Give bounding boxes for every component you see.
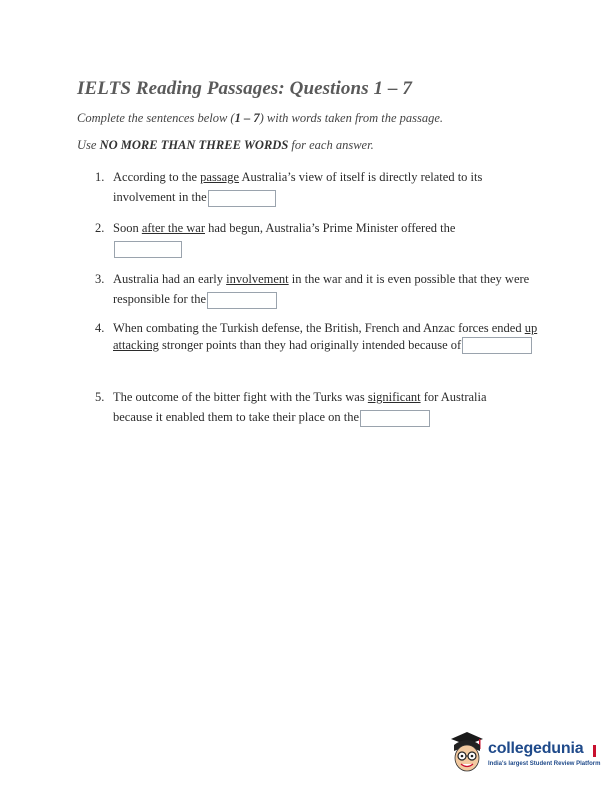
question-text: after the war <box>141 221 205 235</box>
instructions-word-limit: NO MORE THAN THREE WORDS <box>99 138 289 152</box>
question-text: Australia had an early <box>113 272 227 286</box>
answer-box-2[interactable] <box>114 241 182 258</box>
question-4 <box>95 320 538 354</box>
question-number: 5. <box>95 390 105 404</box>
instructions-range: 1 – 7 <box>234 111 260 125</box>
answer-box-4[interactable] <box>462 337 532 354</box>
question-text: The outcome of the bitter fight with the Turks was <box>113 390 368 404</box>
question-text: When combating the Turkish defense, the British, French and Anzac forces ended <box>113 321 525 335</box>
instructions-text: for each answer. <box>288 138 374 152</box>
question-5 <box>95 387 535 427</box>
brand-name: collegedunia <box>488 740 584 757</box>
question-text: Soon <box>113 221 142 235</box>
question-text: involvement <box>226 272 289 286</box>
instructions-text: Complete the sentences below ( <box>77 111 235 125</box>
question-number: 4. <box>95 321 105 335</box>
question-text: According to the <box>113 170 201 184</box>
brand-tagline: India's largest Student Review Platform <box>488 761 601 767</box>
instructions-text: Use <box>77 138 100 152</box>
question-number: 3. <box>95 272 105 286</box>
question-text: significant <box>367 390 421 404</box>
question-text: Australia’s view of itself is directly related to its involvement in the <box>113 170 483 204</box>
question-text: for Australia because it enabled them to take their place on the <box>113 390 487 424</box>
question-number: 1. <box>95 170 105 184</box>
page-title: IELTS Reading Passages: Questions 1 – 7 <box>77 78 413 99</box>
question-text: stronger points than they had originally intended because of <box>158 338 462 352</box>
question-3 <box>95 269 535 309</box>
answer-box-3[interactable] <box>207 292 277 309</box>
question-text: in the war and it is even possible that they were responsible for the <box>113 272 530 306</box>
instructions-text: ) with words taken from the passage. <box>259 111 444 125</box>
question-2 <box>95 218 535 258</box>
instructions-line-1 <box>77 111 443 126</box>
question-text: up attacking <box>113 321 538 352</box>
answer-box-5[interactable] <box>360 410 430 427</box>
question-text: passage <box>200 170 240 184</box>
question-number: 2. <box>95 221 105 235</box>
instructions-line-2 <box>77 138 374 153</box>
question-text: had begun, Australia’s Prime Minister offered the <box>204 221 456 235</box>
question-1 <box>95 167 535 207</box>
answer-box-1[interactable] <box>208 190 276 207</box>
